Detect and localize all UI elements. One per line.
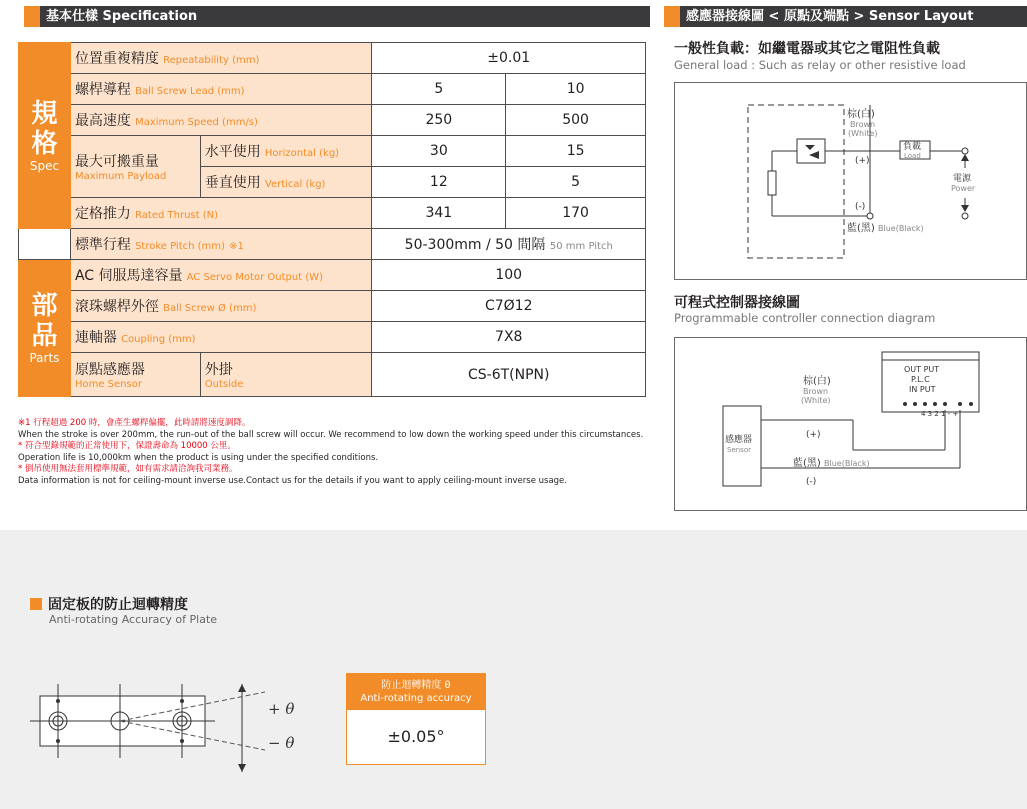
row-label: 滾珠螺桿外徑 Ball Screw Ø (mm) (70, 291, 372, 322)
category-zh: 部 (31, 291, 58, 321)
row-value: 5 (506, 167, 646, 198)
category-en: Parts (29, 351, 60, 365)
row-value: 341 (372, 198, 506, 229)
plc-output-label: OUT PUT (904, 365, 940, 374)
note-line: When the stroke is over 200mm, the run-out of the ball screw will occur. We recommend to low down the working speed under this circumstances. (18, 429, 644, 440)
spec-notes (18, 418, 658, 487)
row-label: 定格推力 Rated Thrust (N) (70, 198, 372, 229)
plc-box (882, 352, 979, 412)
row-value: ±0.01 (372, 43, 646, 74)
row-value: CS-6T(NPN) (372, 353, 646, 397)
reed-switch-icon (768, 171, 776, 195)
row-label: 連軸器 Coupling (mm) (70, 322, 372, 353)
note-line: Data information is not for ceiling-mount inverse use.Contact us for the details if you want to apply ceiling-mount inverse usage. (18, 475, 567, 486)
note-line: * 倒吊使用無法套用標準規範，如有需求請洽詢我司業務。 (18, 464, 238, 474)
row-value: 50-300mm / 50 間隔 50 mm Pitch (372, 229, 646, 260)
category-zh: 規 (31, 98, 58, 129)
title-marker (30, 598, 42, 610)
minus-label: (-) (806, 477, 817, 487)
led-diode-icon (805, 145, 815, 150)
plc-wiring (675, 338, 1027, 512)
note-line: ※1 行程超過 200 時，會產生螺桿偏擺，此時請將速度調降。 (18, 418, 251, 428)
accuracy-header (347, 674, 485, 710)
sensor-header-text: 感應器接線圖 < 原點及端點 > Sensor Layout (686, 9, 974, 24)
table-row (19, 105, 646, 136)
header-tab-marker (664, 6, 680, 27)
table-row (19, 291, 646, 322)
category-zh: 品 (31, 321, 58, 351)
row-sublabel: 外掛 Outside (200, 353, 372, 397)
table-row (19, 136, 646, 167)
row-sublabel: 水平使用 Horizontal (kg) (200, 136, 372, 167)
table-row (19, 322, 646, 353)
general-load-title: 一般性負載：如繼電器或其它之電阻性負載 (674, 41, 940, 57)
row-value: 10 (506, 74, 646, 105)
accuracy-box (346, 673, 486, 765)
sensor-en-label: Sensor (727, 446, 751, 454)
row-value: 15 (506, 136, 646, 167)
blue-label: 藍(黑) Blue(Black) (793, 458, 870, 469)
table-row (19, 74, 646, 105)
plc-pins-label: 4 3 2 1 - + (921, 410, 959, 418)
power-en-label: Power (951, 184, 976, 193)
note-line: * 符合型錄規範的正常使用下，保證壽命為 10000 公里。 (18, 441, 236, 451)
category-zh: 格 (31, 128, 58, 159)
table-row (19, 229, 646, 260)
load-en-label: Load (904, 152, 921, 160)
plc-subtitle: Programmable controller connection diagram (674, 311, 936, 325)
row-value: 250 (372, 105, 506, 136)
sensor-header (664, 6, 1027, 27)
brown-en-label: Brown (850, 120, 876, 129)
blank-cell (19, 229, 71, 260)
plus-label: (+) (806, 430, 821, 440)
row-value: 7X8 (372, 322, 646, 353)
table-row (19, 353, 646, 397)
table-row (19, 260, 646, 291)
plus-theta-label: + θ (268, 700, 295, 718)
note-line: Operation life is 10,000km when the product is using under the specified conditions. (18, 452, 379, 463)
led-block (797, 139, 825, 163)
accuracy-title-en: Anti-rotating accuracy (360, 693, 472, 704)
minus-label: (-) (855, 202, 866, 212)
category-en: Spec (29, 158, 60, 173)
spec-category (19, 43, 71, 229)
plate-drawing (30, 670, 330, 780)
brown-label: 棕(白) (847, 109, 875, 120)
diode-icon (809, 151, 819, 159)
plc-title: 可程式控制器接線圖 (674, 295, 800, 311)
parts-category (19, 260, 71, 397)
load-zh-label: 負載 (903, 142, 922, 152)
row-value: 100 (372, 260, 646, 291)
plc-diagram (674, 337, 1027, 511)
plc-input-label: IN PUT (909, 385, 936, 394)
accuracy-value: ±0.05° (387, 727, 445, 746)
row-value: 170 (506, 198, 646, 229)
sensor-dashed-box (748, 105, 844, 258)
row-label: 位置重複精度 Repeatability (mm) (70, 43, 372, 74)
general-load-diagram (674, 82, 1027, 280)
plate-subtitle: Anti-rotating Accuracy of Plate (49, 613, 218, 626)
spec-header (24, 6, 650, 27)
row-value: 30 (372, 136, 506, 167)
row-sublabel: 垂直使用 Vertical (kg) (200, 167, 372, 198)
spec-table (18, 42, 646, 397)
table-row (19, 43, 646, 74)
row-label: 螺桿導程 Ball Screw Lead (mm) (70, 74, 372, 105)
power-zh-label: 電源 (953, 174, 972, 184)
header-tab-marker (24, 6, 40, 27)
white-en-label: (White) (801, 396, 831, 405)
row-label: 最大可搬重量 Maximum Payload (70, 136, 200, 198)
minus-theta-label: − θ (268, 734, 295, 752)
spec-header-zh: 基本仕樣 (46, 9, 99, 24)
general-load-wiring (675, 83, 1027, 281)
general-load-subtitle: General load : Such as relay or other resistive load (674, 58, 966, 72)
row-value: 12 (372, 167, 506, 198)
spec-header-en: Specification (102, 9, 198, 24)
row-value: C7Ø12 (372, 291, 646, 322)
accuracy-title-zh: 防止迴轉精度 θ (381, 680, 451, 691)
row-label: AC 伺服馬達容量 AC Servo Motor Output (W) (70, 260, 372, 291)
plate-title: 固定板的防止迴轉精度 (30, 594, 188, 614)
table-row (19, 198, 646, 229)
brown-label: 棕(白) (803, 376, 831, 387)
plc-label: P.L.C (911, 375, 930, 384)
plus-label: (+) (855, 156, 870, 166)
row-label: 最高速度 Maximum Speed (mm/s) (70, 105, 372, 136)
brown-en-label: Brown (803, 387, 829, 396)
row-value: 5 (372, 74, 506, 105)
row-label: 標準行程 Stroke Pitch (mm) ※1 (70, 229, 372, 260)
sensor-zh-label: 感應器 (725, 435, 753, 445)
white-en-label: (White) (848, 129, 878, 138)
row-value: 500 (506, 105, 646, 136)
row-label: 原點感應器 Home Sensor (70, 353, 200, 397)
blue-label: 藍(黑) Blue(Black) (847, 223, 924, 234)
